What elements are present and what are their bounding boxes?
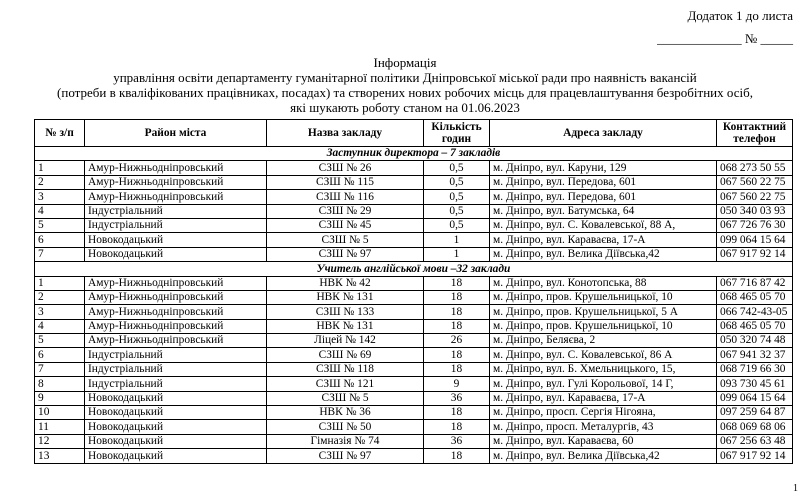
cell-number: 1 <box>35 161 85 175</box>
cell-hours: 0,5 <box>424 204 490 218</box>
cell-institution: СЗШ № 118 <box>267 362 424 376</box>
cell-institution: НВК № 36 <box>267 406 424 420</box>
cell-number: 13 <box>35 449 85 463</box>
cell-hours: 26 <box>424 334 490 348</box>
cell-address: м. Дніпро, пров. Крушельницької, 10 <box>490 319 717 333</box>
cell-institution: Ліцей № 142 <box>267 334 424 348</box>
cell-phone: 099 064 15 64 <box>717 391 793 405</box>
cell-district: Амур-Нижньодніпровський <box>85 290 267 304</box>
cell-hours: 18 <box>424 449 490 463</box>
cell-phone: 067 560 22 75 <box>717 190 793 204</box>
table-row <box>35 190 793 204</box>
cell-number: 3 <box>35 190 85 204</box>
table-header <box>35 120 793 147</box>
cell-phone: 050 340 03 93 <box>717 204 793 218</box>
cell-institution: НВК № 131 <box>267 290 424 304</box>
table-body <box>35 147 793 464</box>
cell-number: 3 <box>35 305 85 319</box>
cell-phone: 066 742-43-05 <box>717 305 793 319</box>
cell-address: м. Дніпро, вул. Батумська, 64 <box>490 204 717 218</box>
cell-number: 5 <box>35 218 85 232</box>
cell-district: Новокодацький <box>85 233 267 247</box>
table-row <box>35 175 793 189</box>
table-row <box>35 204 793 218</box>
cell-district: Амур-Нижньодніпровський <box>85 276 267 290</box>
col-address: Адреса закладу <box>490 120 717 147</box>
subtitle-line-1: управління освіти департаменту гуманітарної політики Дніпровської міської ради про наявність вакансій <box>113 70 697 85</box>
cell-phone: 067 941 32 37 <box>717 348 793 362</box>
cell-hours: 36 <box>424 434 490 448</box>
section-row <box>35 262 793 276</box>
cell-district: Новокодацький <box>85 247 267 261</box>
cell-institution: НВК № 42 <box>267 276 424 290</box>
cell-address: м. Дніпро, вул. С. Ковалевської, 88 А, <box>490 218 717 232</box>
cell-institution: НВК № 131 <box>267 319 424 333</box>
cell-hours: 18 <box>424 348 490 362</box>
cell-number: 6 <box>35 348 85 362</box>
table-row <box>35 233 793 247</box>
cell-hours: 18 <box>424 406 490 420</box>
cell-address: м. Дніпро, вул. С. Ковалевської, 86 А <box>490 348 717 362</box>
cell-institution: СЗШ № 97 <box>267 449 424 463</box>
cell-address: м. Дніпро, пров. Крушельницької, 5 А <box>490 305 717 319</box>
cell-number: 10 <box>35 406 85 420</box>
cell-district: Амур-Нижньодніпровський <box>85 190 267 204</box>
cell-phone: 068 069 68 06 <box>717 420 793 434</box>
table-row <box>35 406 793 420</box>
cell-phone: 068 273 50 55 <box>717 161 793 175</box>
cell-hours: 0,5 <box>424 161 490 175</box>
cell-institution: СЗШ № 45 <box>267 218 424 232</box>
cell-hours: 0,5 <box>424 190 490 204</box>
cell-number: 4 <box>35 204 85 218</box>
cell-district: Амур-Нижньодніпровський <box>85 319 267 333</box>
cell-address: м. Дніпро, вул. Б. Хмельницького, 15, <box>490 362 717 376</box>
reference-line: _____________ № _____ <box>657 31 793 46</box>
table-row <box>35 434 793 448</box>
cell-institution: СЗШ № 5 <box>267 233 424 247</box>
table-row <box>35 276 793 290</box>
cell-phone: 050 320 74 48 <box>717 334 793 348</box>
document-title: Інформація <box>373 55 437 70</box>
col-phone: Контактний телефон <box>717 120 793 147</box>
cell-phone: 097 259 64 87 <box>717 406 793 420</box>
page-number: 1 <box>793 483 798 494</box>
cell-district: Новокодацький <box>85 406 267 420</box>
cell-phone: 067 917 92 14 <box>717 247 793 261</box>
cell-address: м. Дніпро, вул. Передова, 601 <box>490 175 717 189</box>
cell-hours: 18 <box>424 362 490 376</box>
cell-institution: СЗШ № 50 <box>267 420 424 434</box>
cell-district: Новокодацький <box>85 391 267 405</box>
cell-district: Амур-Нижньодніпровський <box>85 161 267 175</box>
table-row <box>35 348 793 362</box>
cell-hours: 0,5 <box>424 175 490 189</box>
table-row <box>35 305 793 319</box>
cell-phone: 068 465 05 70 <box>717 319 793 333</box>
cell-phone: 067 726 76 30 <box>717 218 793 232</box>
cell-institution: СЗШ № 121 <box>267 377 424 391</box>
cell-district: Індустріальний <box>85 377 267 391</box>
cell-address: м. Дніпро, вул. Каруни, 129 <box>490 161 717 175</box>
cell-institution: СЗШ № 26 <box>267 161 424 175</box>
table-row <box>35 319 793 333</box>
cell-address: м. Дніпро, вул. Передова, 601 <box>490 190 717 204</box>
cell-institution: СЗШ № 133 <box>267 305 424 319</box>
table-row <box>35 334 793 348</box>
table-row <box>35 377 793 391</box>
cell-hours: 1 <box>424 233 490 247</box>
cell-district: Індустріальний <box>85 348 267 362</box>
cell-district: Новокодацький <box>85 449 267 463</box>
cell-hours: 18 <box>424 319 490 333</box>
subtitle-line-3: які шукають роботу станом на 01.06.2023 <box>290 100 520 115</box>
cell-address: м. Дніпро, просп. Сергія Нігояна, <box>490 406 717 420</box>
table-row <box>35 449 793 463</box>
cell-number: 2 <box>35 175 85 189</box>
cell-institution: СЗШ № 115 <box>267 175 424 189</box>
section-title: Учитель англійської мови –32 заклади <box>35 262 793 276</box>
cell-phone: 068 465 05 70 <box>717 290 793 304</box>
table-row <box>35 362 793 376</box>
cell-institution: СЗШ № 97 <box>267 247 424 261</box>
table-row <box>35 391 793 405</box>
cell-number: 11 <box>35 420 85 434</box>
cell-district: Індустріальний <box>85 362 267 376</box>
cell-district: Амур-Нижньодніпровський <box>85 334 267 348</box>
cell-phone: 093 730 45 61 <box>717 377 793 391</box>
table-row <box>35 161 793 175</box>
cell-number: 7 <box>35 362 85 376</box>
document-heading <box>0 55 810 115</box>
cell-hours: 18 <box>424 305 490 319</box>
cell-number: 12 <box>35 434 85 448</box>
cell-number: 9 <box>35 391 85 405</box>
cell-district: Індустріальний <box>85 218 267 232</box>
cell-address: м. Дніпро, вул. Гулі Корольової, 14 Г, <box>490 377 717 391</box>
cell-phone: 067 716 87 42 <box>717 276 793 290</box>
cell-number: 7 <box>35 247 85 261</box>
col-institution: Назва закладу <box>267 120 424 147</box>
cell-district: Амур-Нижньодніпровський <box>85 175 267 189</box>
cell-number: 4 <box>35 319 85 333</box>
cell-institution: СЗШ № 29 <box>267 204 424 218</box>
cell-phone: 068 719 66 30 <box>717 362 793 376</box>
cell-address: м. Дніпро, вул. Велика Діївська,42 <box>490 247 717 261</box>
cell-address: м. Дніпро, вул. Караваєва, 60 <box>490 434 717 448</box>
cell-district: Амур-Нижньодніпровський <box>85 305 267 319</box>
cell-address: м. Дніпро, Беляєва, 2 <box>490 334 717 348</box>
cell-phone: 067 256 63 48 <box>717 434 793 448</box>
cell-number: 8 <box>35 377 85 391</box>
col-district: Район міста <box>85 120 267 147</box>
cell-institution: СЗШ № 5 <box>267 391 424 405</box>
table-row <box>35 420 793 434</box>
cell-address: м. Дніпро, вул. Караваєва, 17-А <box>490 233 717 247</box>
cell-number: 2 <box>35 290 85 304</box>
cell-hours: 36 <box>424 391 490 405</box>
table-row <box>35 290 793 304</box>
cell-hours: 1 <box>424 247 490 261</box>
cell-institution: СЗШ № 116 <box>267 190 424 204</box>
cell-address: м. Дніпро, вул. Велика Діївська,42 <box>490 449 717 463</box>
annex-label: Додаток 1 до листа <box>687 8 793 23</box>
cell-hours: 0,5 <box>424 218 490 232</box>
section-row <box>35 147 793 161</box>
table-row <box>35 218 793 232</box>
cell-district: Індустріальний <box>85 204 267 218</box>
cell-hours: 18 <box>424 420 490 434</box>
col-hours: Кількість годин <box>424 120 490 147</box>
cell-hours: 18 <box>424 290 490 304</box>
table-row <box>35 247 793 261</box>
col-number: № з/п <box>35 120 85 147</box>
cell-hours: 18 <box>424 276 490 290</box>
cell-hours: 9 <box>424 377 490 391</box>
cell-address: м. Дніпро, пров. Крушельницької, 10 <box>490 290 717 304</box>
cell-number: 5 <box>35 334 85 348</box>
subtitle-line-2: (потреби в кваліфікованих працівниках, посадах) та створених нових робочих місць для працевлаштування безробітних осіб, <box>57 85 753 100</box>
cell-institution: Гімназія № 74 <box>267 434 424 448</box>
cell-district: Новокодацький <box>85 420 267 434</box>
cell-phone: 099 064 15 64 <box>717 233 793 247</box>
cell-district: Новокодацький <box>85 434 267 448</box>
cell-number: 6 <box>35 233 85 247</box>
section-title: Заступник директора – 7 закладів <box>35 147 793 161</box>
cell-address: м. Дніпро, вул. Конотопська, 88 <box>490 276 717 290</box>
cell-phone: 067 917 92 14 <box>717 449 793 463</box>
cell-address: м. Дніпро, вул. Караваєва, 17-А <box>490 391 717 405</box>
cell-institution: СЗШ № 69 <box>267 348 424 362</box>
vacancies-table <box>34 119 793 464</box>
cell-address: м. Дніпро, просп. Металургів, 43 <box>490 420 717 434</box>
cell-number: 1 <box>35 276 85 290</box>
cell-phone: 067 560 22 75 <box>717 175 793 189</box>
